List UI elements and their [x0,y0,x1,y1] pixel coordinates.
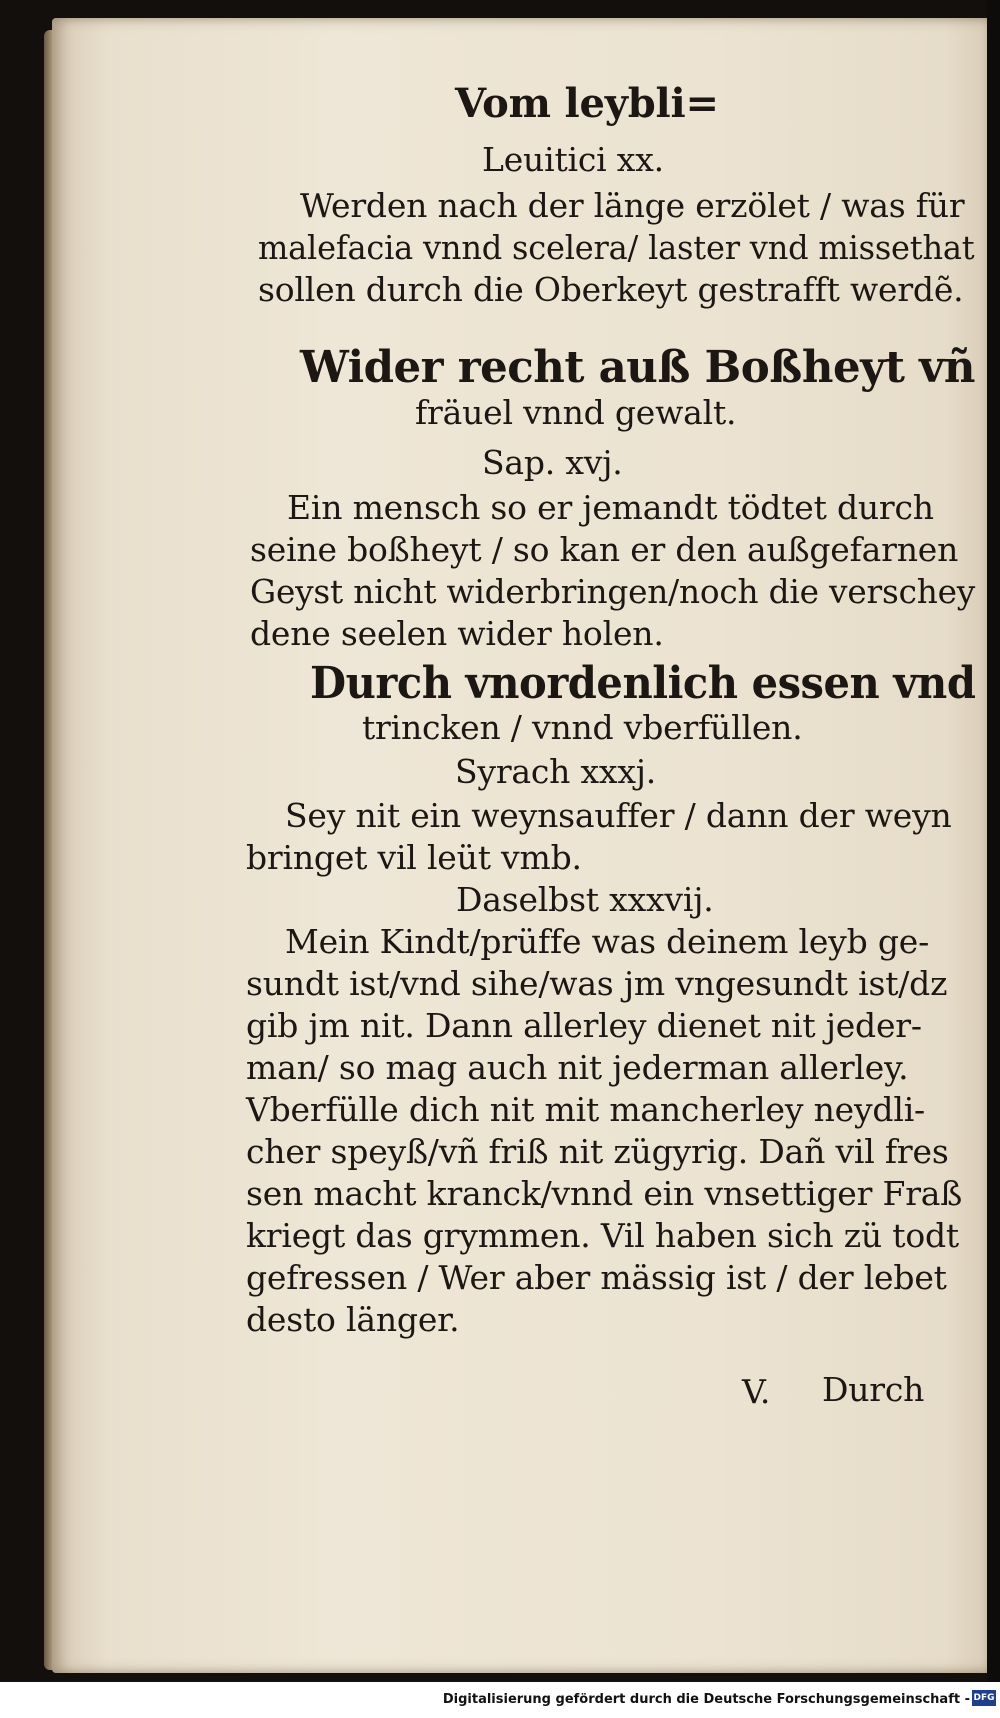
scripture-reference: Leuitici xx. [482,140,664,179]
next-page-edge [987,0,1000,1682]
text-line: bringet vil leüt vmb. [246,838,582,877]
scripture-reference: Daselbst xxxvij. [456,880,714,919]
catchword: Durch [822,1370,925,1409]
text-line: seine boßheyt / so kan er den außgefarnen [250,530,959,569]
scripture-reference: Syrach xxxj. [455,752,657,791]
text-line: Werden nach der länge erzölet / was für [300,186,965,225]
section-heading: Durch vnordenlich essen vnd [310,658,976,709]
text-line: gib jm nit. Dann allerley dienet nit jeder- [246,1006,922,1045]
text-line: dene seelen wider holen. [250,614,664,653]
text-line: Ein mensch so er jemandt tödtet durch [287,488,934,527]
heading-continuation: fräuel vnnd gewalt. [415,393,737,432]
running-head: Vom leybli= [455,80,719,127]
section-heading: Wider recht auß Boßheyt vñ [300,342,975,393]
text-line: malefacia vnnd scelera/ laster vnd missethat [258,228,975,267]
text-line: Vberfülle dich nit mit mancherley neydli- [246,1090,925,1129]
digitization-footer [0,1682,1000,1718]
dfg-logo: DFG [972,1690,996,1706]
signature-mark: V. [742,1372,771,1411]
text-line: man/ so mag auch nit jederman allerley. [246,1048,909,1087]
text-line: Geyst nicht widerbringen/noch die verschey [250,572,976,611]
scripture-reference: Sap. xvj. [482,443,623,482]
text-line: Sey nit ein weynsauffer / dann der weyn [285,796,952,835]
text-line: kriegt das grymmen. Vil haben sich zü todt [246,1216,959,1255]
text-line: gefressen / Wer aber mässig ist / der lebet [246,1258,947,1297]
funding-credit: Digitalisierung gefördert durch die Deutsche Forschungsgemeinschaft - [442,1692,970,1707]
text-line: sundt ist/vnd sihe/was jm vngesundt ist/dz [246,964,948,1003]
text-line: Mein Kindt/prüffe was deinem leyb ge- [285,922,930,961]
text-line: desto länger. [246,1300,460,1339]
text-line: sen macht kranck/vnnd ein vnsettiger Fraß [246,1174,963,1213]
heading-continuation: trincken / vnnd vberfüllen. [362,708,803,747]
text-line: sollen durch die Oberkeyt gestrafft werdẽ. [258,270,964,309]
text-line: cher speyß/vñ friß nit zügyrig. Dañ vil fres [246,1132,949,1171]
